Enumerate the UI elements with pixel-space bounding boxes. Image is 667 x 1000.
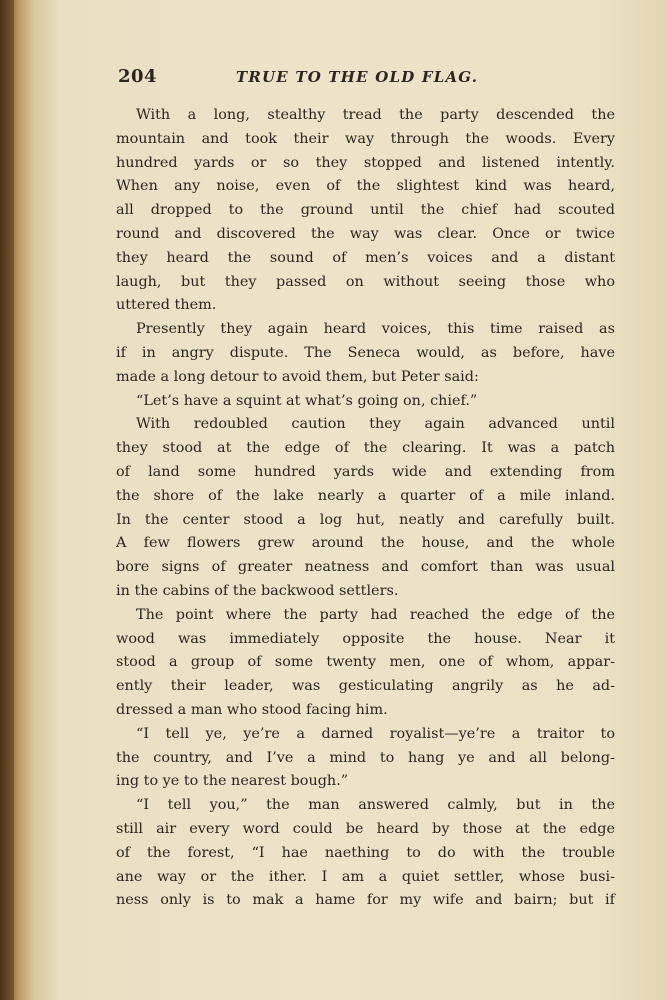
text-line: the country, and I’ve a mind to hang ye and all belong-: [116, 749, 615, 766]
text-line: of land some hundred yards wide and extending from: [116, 463, 615, 480]
text-line: all dropped to the ground until the chief had scouted: [116, 202, 615, 219]
text-line: if in angry dispute. The Seneca would, as before, have: [116, 344, 615, 361]
text-line: dressed a man who stood facing him.: [116, 701, 388, 718]
text-line: “I tell ye, ye’re a darned royalist—ye’re a traitor to: [136, 725, 615, 742]
text-line: A few flowers grew around the house, and the whole: [116, 535, 615, 552]
text-line: “I tell you,” the man answered calmly, but in the: [136, 797, 615, 814]
book-gutter: [0, 0, 14, 1000]
text-line: laugh, but they passed on without seeing those who: [116, 273, 615, 290]
text-line: With redoubled caution they again advanced until: [136, 416, 615, 433]
text-line: ness only is to mak a hame for my wife and bairn; but if: [116, 892, 615, 909]
body-text: [116, 104, 615, 913]
text-line: bore signs of greater neatness and comfort than was usual: [116, 559, 615, 576]
text-line: wood was immediately opposite the house. Near it: [116, 630, 615, 647]
text-line: in the cabins of the backwood settlers.: [116, 582, 399, 599]
text-line: The point where the party had reached the edge of the: [136, 606, 615, 623]
text-line: “Let’s have a squint at what’s going on, chief.”: [136, 392, 478, 409]
text-line: the shore of the lake nearly a quarter of a mile inland.: [116, 487, 615, 504]
text-line: ing to ye to the nearest bough.”: [116, 773, 349, 790]
text-line: they heard the sound of men’s voices and a distant: [116, 249, 615, 266]
text-line: Presently they again heard voices, this time raised as: [136, 321, 615, 338]
text-line: In the center stood a log hut, neatly and carefully built.: [116, 511, 615, 528]
text-line: uttered them.: [116, 297, 217, 314]
text-line: hundred yards or so they stopped and listened intently.: [116, 154, 615, 171]
page-number: 204: [118, 66, 158, 87]
text-line: When any noise, even of the slightest kind was heard,: [116, 178, 615, 195]
text-line: made a long detour to avoid them, but Peter said:: [116, 368, 479, 385]
text-line: stood a group of some twenty men, one of whom, appar-: [116, 654, 615, 671]
text-line: still air every word could be heard by those at the edge: [116, 820, 615, 837]
running-title: TRUE TO THE OLD FLAG.: [236, 68, 479, 86]
text-line: ane way or the ither. I am a quiet settler, whose busi-: [116, 868, 615, 885]
text-line: ently their leader, was gesticulating angrily as he ad-: [116, 678, 615, 695]
text-line: they stood at the edge of the clearing. It was a patch: [116, 440, 615, 457]
text-line: of the forest, “I hae naething to do with the trouble: [116, 844, 615, 861]
text-line: round and discovered the way was clear. Once or twice: [116, 225, 615, 242]
text-line: With a long, stealthy tread the party descended the: [136, 107, 615, 123]
page-header: [118, 66, 618, 94]
text-line: mountain and took their way through the woods. Every: [116, 130, 615, 147]
